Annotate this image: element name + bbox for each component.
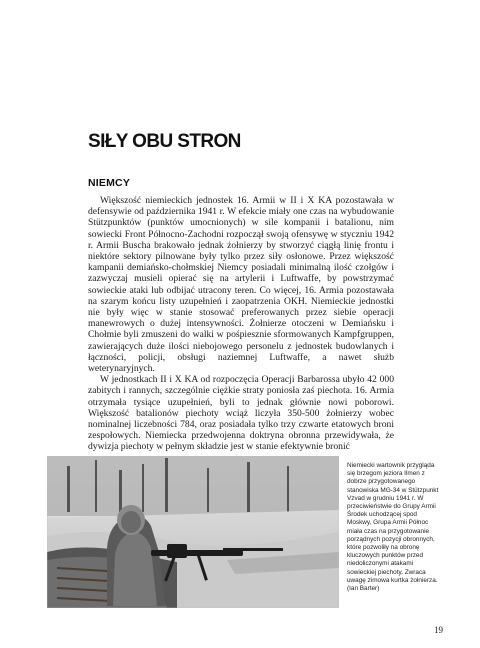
photo-caption: Niemiecki wartownik przygląda się brzegom jeziora Ilmen z dobrze przygotowanego stanowiska MG-34 w Stützpunkt Vzvad w grudniu 1941 r. W przeciwieństwie do Grupy Armii Środek uchodzącej spod Moskwy, Grupa Armii Północ miała czas na przygotowanie porządnych pozycji obronnych, które pozwoliły na obronę kluczowych punktów przed niedoliczonymi atakami sowieckiej piechoty. Zwraca uwagę zimowa kurtka żołnierza. (Ian Barter) [347,462,439,593]
body-text [88,195,394,453]
body-paragraph-1: Większość niemieckich jednostek 16. Armii w II i X KA pozostawała w defensywie od października 1941 r. W efekcie miały one czas na wybudowanie Stützpunktów (punktów umocnionych) w sile kompanii i batalionu, nim sowiecki Front Północno-Zachodni rozpoczął swoją ofensywę w styczniu 1942 r. Armii Buscha brakowało jednak żołnierzy by stworzyć ciągłą linię frontu i niektóre sektory pilnowane były tylko przez siły osłonowe. Przez większość kampanii demiańsko-chołmskiej Niemcy posiadali minimalną ilość czołgów i zazwyczaj musieli opierać się na artylerii i Luftwaffe, by powstrzymać sowieckie ataki lub odbijać utracony teren. Co więcej, 16. Armia pozostawała na szarym końcu listy uzupełnień i zaopatrzenia OKH. Niemieckie jednostki nie były więc w stanie stosować preferowanych przez siebie operacji manewrowych o dużej intensywności. Żołnierze otoczeni w Demiańsku i Chołmie byli zmuszeni do walki w pośpiesznie sformowanych Kampfgruppen, zawierających duże ilości niebojowego personelu z jednostek budowlanych i łączności, policji, obsługi naziemnej Luftwaffe, a nawet służb weterynaryjnych. [88,195,394,375]
photograph-machine-gun-post [47,456,339,608]
chapter-title: SIŁY OBU STRON [88,131,241,152]
body-paragraph-2: W jednostkach II i X KA od rozpoczęcia Operacji Barbarossa ubyło 42 000 zabitych i rannych, szczególnie ciężkie straty poniosła zaś piechota. 16. Armia otrzymała tysiące uzupełnień, byli to jednak głównie nowi poborowi. Większość batalionów piechoty wciąż liczyła 350-500 żołnierzy wobec nominalnej liczebności 784, oraz posiadała tylko trzy czwarte etatowych broni zespołowych. Niemiecka przedwojenna doktryna obronna przewidywała, że dywizja piechoty w pełnym składzie jest w stanie efektywnie bronić [88,374,394,453]
page-number: 19 [434,625,443,635]
section-heading: NIEMCY [88,177,131,189]
